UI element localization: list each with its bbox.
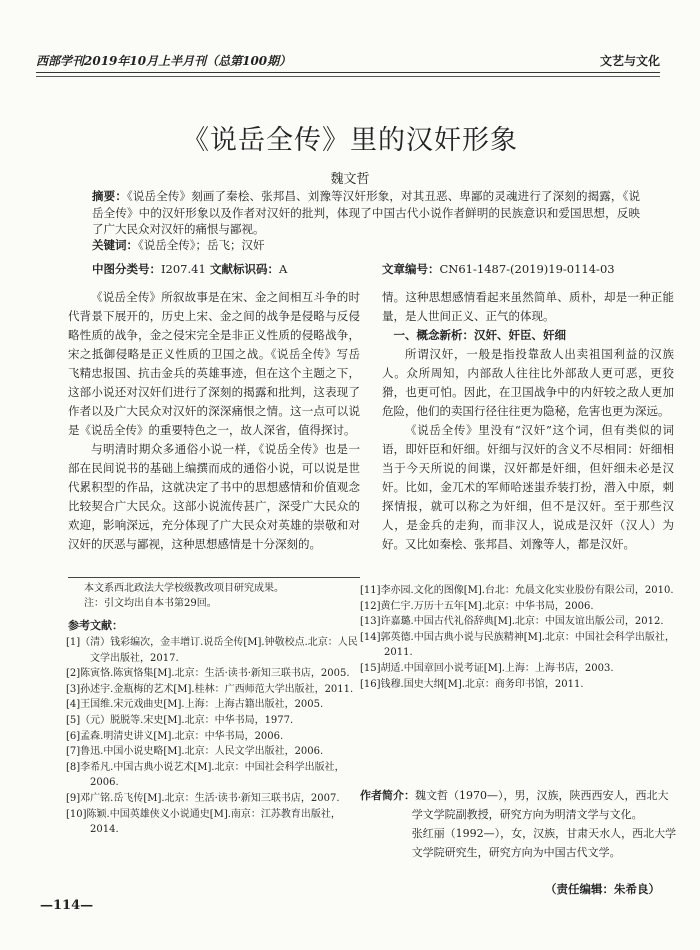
author-bio-text: 魏文哲（1970—），男，汉族，陕西西安人，西北大学文学院副教授，研究方向为明清文学与文化。 <box>411 789 669 821</box>
reference-item: [16]钱穆.国史大纲[M].北京：商务印书馆，2011. <box>360 678 584 690</box>
reference-item: [8]李希凡.中国古典小说艺术[M].北京：中国社会科学出版社，2006. <box>66 761 345 789</box>
running-header <box>36 50 660 72</box>
reference-item: [2]陈寅恪.陈寅恪集[M].北京：生活·读书·新知三联书店，2005. <box>66 668 350 680</box>
header-rule-thin <box>36 76 660 77</box>
article-author: 魏文哲 <box>330 172 370 187</box>
references-left <box>66 635 366 838</box>
reference-item: [7]鲁迅.中国小说史略[M].北京：人民文学出版社，2006. <box>66 746 324 758</box>
doc-label: 文献标识码： <box>210 262 279 276</box>
abstract <box>92 188 640 238</box>
footnote: 本文系西北政法大学校级教改项目研究成果。 <box>84 583 284 594</box>
article-number-value: CN61-1487-(2019)19-0114-03 <box>439 262 615 276</box>
editor-note: （责任编辑：朱希良） <box>545 882 660 896</box>
clc-label: 中图分类号： <box>92 262 161 276</box>
doc-value: A <box>279 262 288 276</box>
keywords-text: 《说岳全传》；岳飞；汉奸 <box>138 238 265 252</box>
abstract-label: 摘要： <box>92 189 127 203</box>
references-right <box>360 583 678 692</box>
article-number-label: 文章编号： <box>382 262 440 276</box>
document-code <box>210 261 287 277</box>
section-heading: 一、概念新析：汉奸、奸臣、奸细 <box>393 328 566 342</box>
footnote: 注：引文均出自本书第29回。 <box>84 598 217 609</box>
author-bio-entry <box>360 786 678 824</box>
reference-item: [12]黄仁宇.万历十五年[M].北京：中华书局，2006. <box>360 600 594 612</box>
body-paragraph: 情。这种思想感情看起来虽然简单、质朴，却是一种正能量，是人世间正义、正气的体现。 <box>382 290 674 323</box>
author-bio-label: 作者简介： <box>360 789 415 802</box>
header-rule-thick <box>36 72 660 73</box>
article-number <box>382 261 615 277</box>
article-title: 《说岳全传》里的汉奸形象 <box>182 125 518 156</box>
reference-item: [3]孙述宇.金瓶梅的艺术[M].桂林：广西师范大学出版社，2011. <box>66 683 354 695</box>
reference-item: [11]李亦园.文化的图像[M].台北：允晨文化实业股份有限公司，2010. <box>360 585 674 596</box>
reference-item: [4]王国维.宋元戏曲史[M].上海：上海古籍出版社，2005. <box>66 699 324 711</box>
keywords <box>92 237 640 253</box>
body-paragraph: 与明清时期众多通俗小说一样，《说岳全传》也是一部在民间说书的基础上编撰而成的通俗小说，可以说是世代累积型的作品，这就决定了书中的思想感情和价值观念比较契合广大民众。这部小说流传甚广，深受广大民众的欢迎，影响深远，充分体现了广大民众对英雄的崇敬和对汉奸的厌恶与鄙视，这种思想感情是十分深刻的。 <box>68 442 360 551</box>
clc-value: I207.41 <box>161 262 206 276</box>
body-paragraph: 所谓汉奸，一般是指投靠敌人出卖祖国利益的汉族人。众所周知，内部敌人往往比外部敌人更可恶，更狡猾，也更可怕。因此，在卫国战争中的内奸较之敌人更加危险，他们的卖国行径往往更为隐秘，危害也更为深远。 <box>382 347 674 418</box>
reference-item: [14]郭英德.中国古典小说与民族精神[M].北京：中国社会科学出版社，2011. <box>360 631 675 659</box>
reference-item: [13]许嘉璐.中国古代礼俗辞典[M].北京：中国友谊出版公司，2012. <box>360 616 664 628</box>
references-heading: 参考文献： <box>68 619 123 632</box>
classification-line <box>92 261 660 279</box>
reference-item: [1]（清）钱彩编次，金丰增订.说岳全传[M].钟敬校点.北京：人民文学出版社，2017. <box>66 637 358 664</box>
body-column-left <box>68 288 360 554</box>
footnote-rule <box>68 577 360 578</box>
clc-code <box>92 261 206 277</box>
journal-name: 西部学刊2019年10月上半月刊（总第100期） <box>36 54 292 68</box>
author-bio-entry: 张红丽（1992—），女，汉族，甘肃天水人，西北大学文学院研究生，研究方向为中国古代文学。 <box>411 827 677 859</box>
body-paragraph: 《说岳全传》里没有“汉奸”这个词，但有类似的词语，即奸臣和奸细。奸细与汉奸的含义不尽相同：奸细相当于今天所说的间谍，汉奸都是奸细，但奸细未必是汉奸。比如，金兀术的军师哈迷蚩乔装打扮，潜入中原，刺探情报，就可以称之为奸细，但不是汉奸。至于那些汉人，是金兵的走狗，而非汉人，说成是汉奸（汉人）为好。又比如秦桧、张邦昌、刘豫等人，都是汉奸。 <box>382 423 674 551</box>
footnotes <box>84 581 364 611</box>
author-bio <box>360 786 678 862</box>
page-number: —114— <box>40 898 94 913</box>
body-paragraph: 《说岳全传》所叙故事是在宋、金之间相互斗争的时代背景下展开的，历史上宋、金之间的战争是侵略与反侵略性质的战争，金之侵宋完全是非正义性质的侵略战争，宋之抵御侵略是正义性质的卫国之战。《说岳全传》写岳飞精忠报国、抗击金兵的英雄事迹，但在这个主题之下，这部小说还对汉奸们进行了深刻的揭露和批判，这表现了作者以及广大民众对汉奸的深深痛恨之情。这一点可以说是《说岳全传》的重要特色之一，故人深省，值得探讨。 <box>68 290 360 437</box>
keywords-label: 关键词： <box>92 238 138 252</box>
reference-item: [6]孟森.明清史讲义[M].北京：中华书局，2006. <box>66 730 284 742</box>
reference-item: [10]陈颖.中国英雄侠义小说通史[M].南京：江苏教育出版社，2014. <box>66 808 341 836</box>
reference-item: [9]邓广铭.岳飞传[M].北京：生活·读书·新知三联书店，2007. <box>66 792 340 804</box>
abstract-text: 《说岳全传》刻画了秦桧、张邦昌、刘豫等汉奸形象，对其丑恶、卑鄙的灵魂进行了深刻的揭露，《说岳全传》中的汉奸形象以及作者对汉奸的批判，体现了中国古代小说作者鲜明的民族意识和爱国思想，反映了广大民众对汉奸的痛恨与鄙视。 <box>92 189 641 236</box>
body-column-right <box>382 288 674 554</box>
reference-item: [15]胡适.中国章回小说考证[M].上海：上海书店，2003. <box>360 662 614 674</box>
reference-item: [5]（元）脱脱等.宋史[M].北京：中华书局，1977. <box>66 714 294 726</box>
section-tag: 文艺与文化 <box>599 54 660 68</box>
